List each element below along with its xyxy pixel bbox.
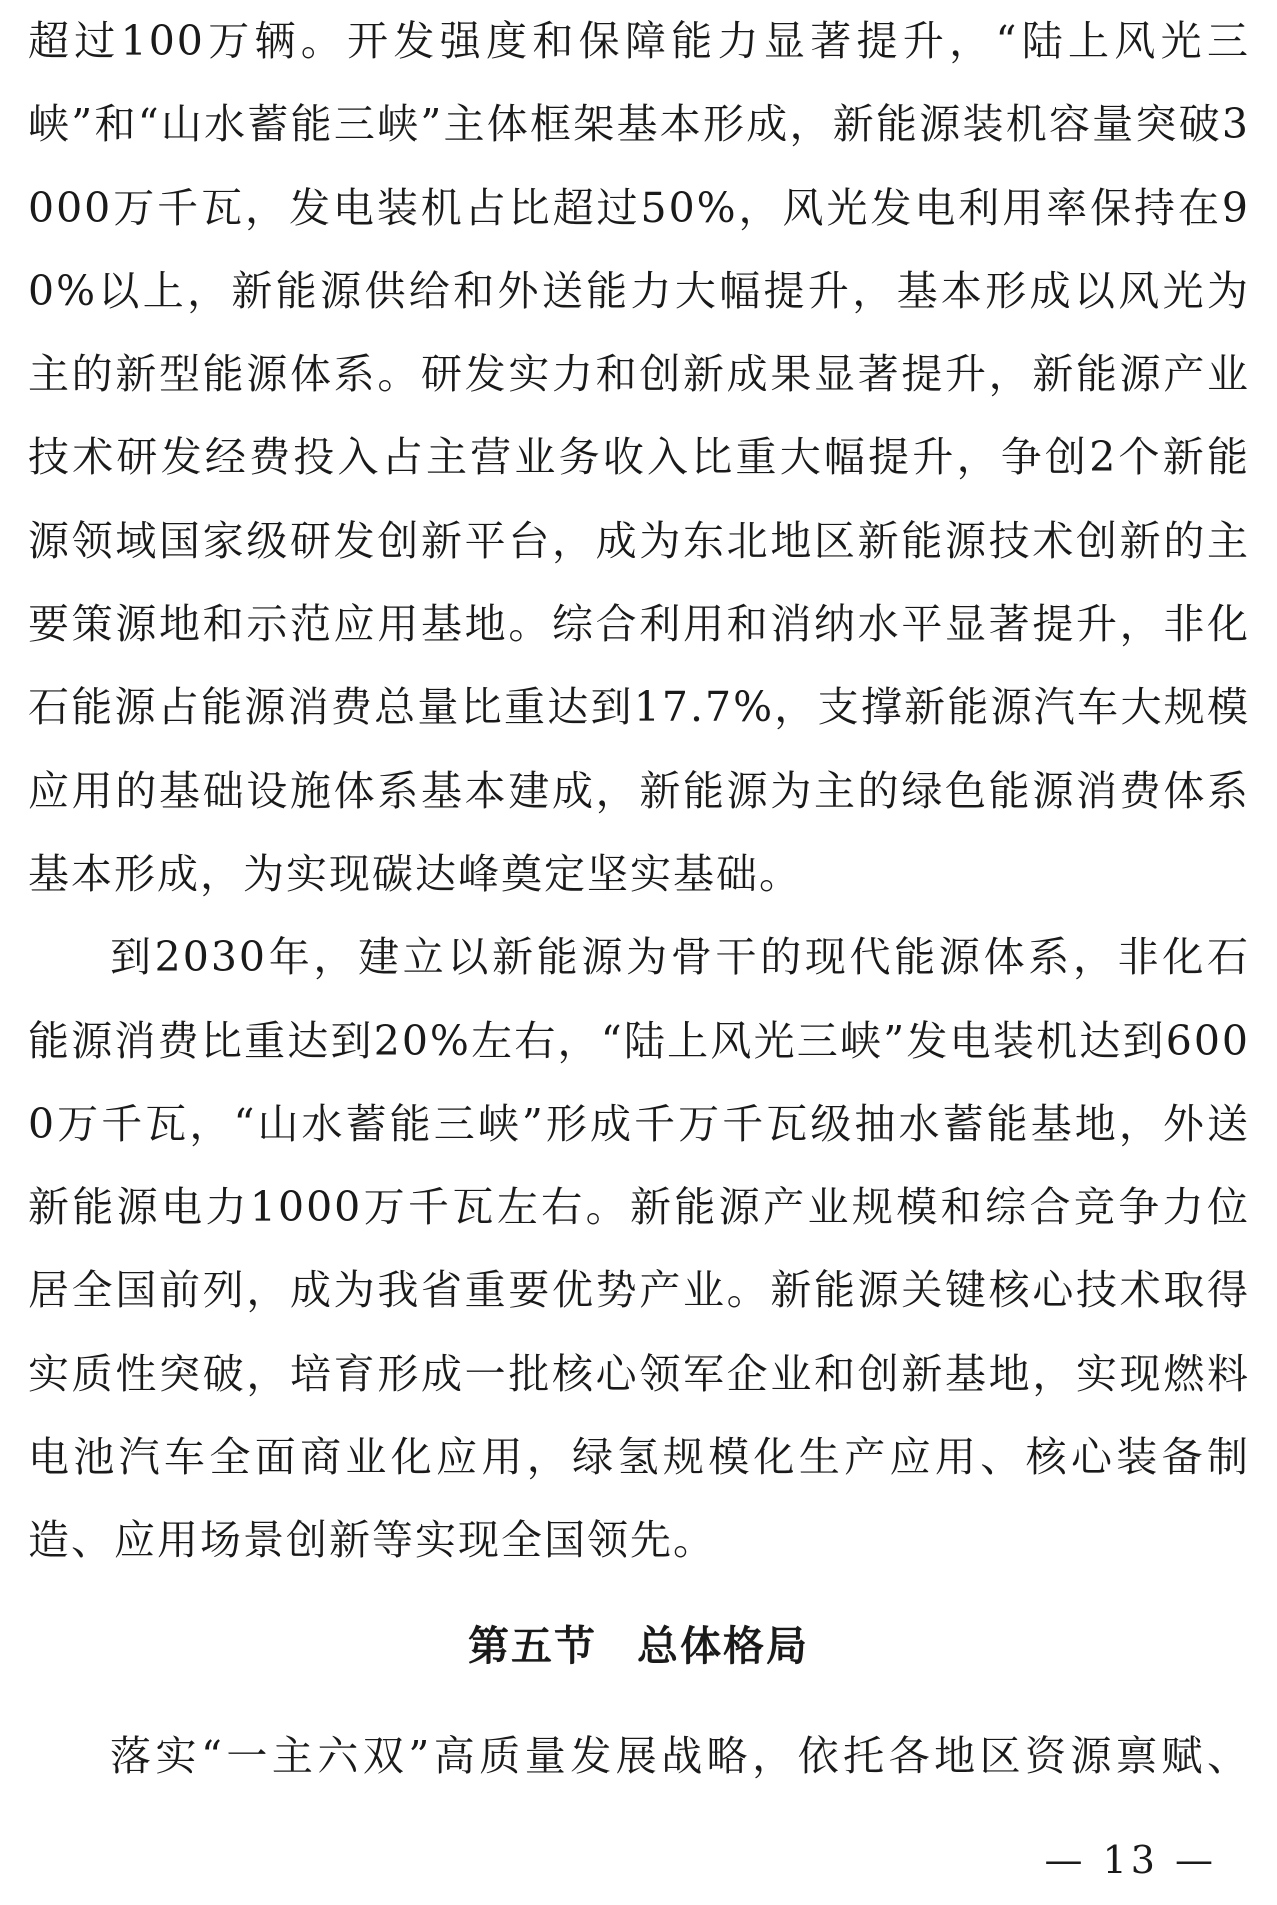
paragraph-targets-2030: 到2030年，建立以新能源为骨干的现代能源体系，非化石能源消费比重达到20%左右，“陆上风光三峡”发电装机达到6000万千瓦，“山水蓄能三峡”形成千万千瓦级抽水蓄能基地，外送新能源电力1000万千瓦左右。新能源产业规模和综合竞争力位居全国前列，成为我省重要优势产业。新能源关键核心技术取得实质性突破，培育形成一批核心领军企业和创新基地，实现燃料电池汽车全面商业化应用，绿氢规模化生产应用、核心装备制造、应用场景创新等实现全国领先。 <box>28 933 1250 1565</box>
section-number: 第五节 <box>468 1622 597 1670</box>
section-title: 总体格局 <box>637 1622 809 1670</box>
paragraph-targets-2025: 超过100万辆。开发强度和保障能力显著提升，“陆上风光三峡”和“山水蓄能三峡”主体框架基本形成，新能源装机容量突破3000万千瓦，发电装机占比超过50%，风光发电利用率保持在90%以上，新能源供给和外送能力大幅提升，基本形成以风光为主的新型能源体系。研发实力和创新成果显著提升，新能源产业技术研发经费投入占主营业务收入比重大幅提升，争创2个新能源领域国家级研发创新平台，成为东北地区新能源技术创新的主要策源地和示范应用基地。综合利用和消纳水平显著提升，非化石能源占能源消费总量比重达到17.7%，支撑新能源汽车大规模应用的基础设施体系基本建成，新能源为主的绿色能源消费体系基本形成，为实现碳达峰奠定坚实基础。 <box>28 17 1250 898</box>
body-text <box>28 0 1250 1583</box>
page-number: — 13 — <box>1044 1838 1217 1882</box>
section-heading <box>0 1616 1277 1676</box>
paragraph-overall-layout: 落实“一主六双”高质量发展战略，依托各地区资源禀赋、 <box>110 1732 1250 1780</box>
